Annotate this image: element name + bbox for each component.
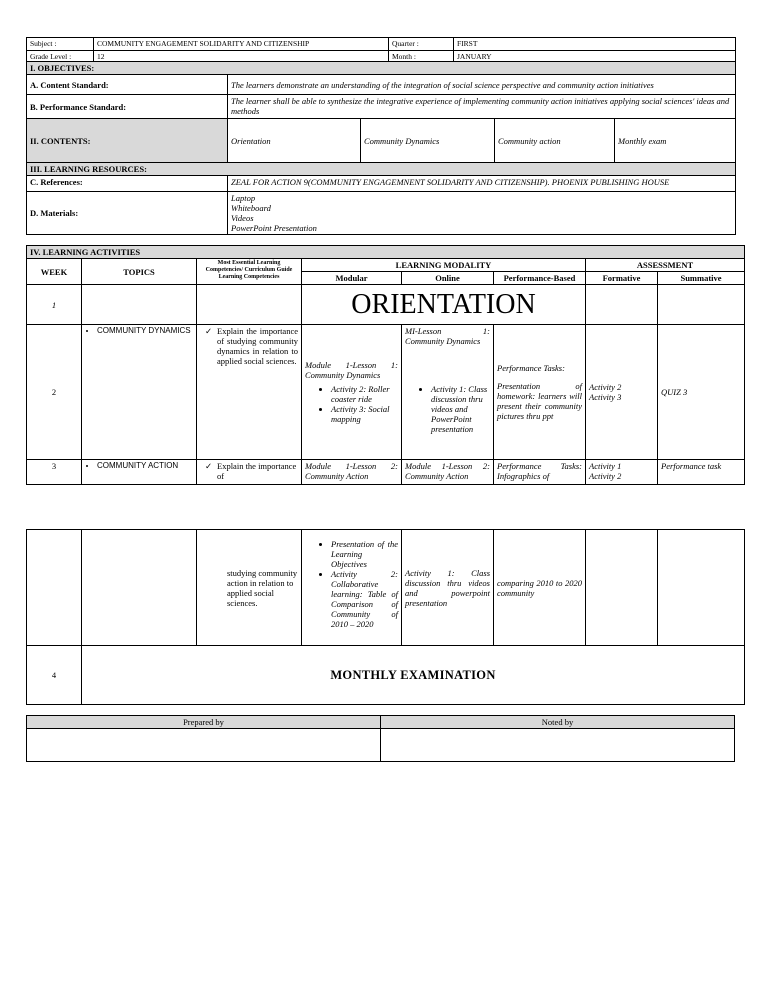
checkmark-icon: ✓ bbox=[205, 326, 213, 336]
col-formative: Formative bbox=[586, 272, 658, 285]
week-cell: 1 bbox=[27, 285, 82, 325]
formative-item: Activity 2 bbox=[589, 382, 622, 392]
empty-cell bbox=[82, 530, 197, 646]
performance-cell: comparing 2010 to 2020 community bbox=[494, 530, 586, 646]
lesson-plan-header-table bbox=[26, 37, 736, 64]
grade-value: 12 bbox=[94, 51, 389, 64]
quarter-label: Quarter : bbox=[389, 38, 454, 51]
modular-cell bbox=[302, 530, 402, 646]
modular-cell bbox=[302, 325, 402, 460]
noted-by-label: Noted by bbox=[381, 716, 735, 729]
formative-cell bbox=[586, 460, 658, 485]
empty-cell bbox=[658, 530, 745, 646]
table-row bbox=[27, 285, 745, 325]
formative-cell bbox=[586, 325, 658, 460]
empty-cell bbox=[658, 285, 745, 325]
performance-standard-label: B. Performance Standard: bbox=[27, 95, 228, 119]
performance-standard-value: The learner shall be able to synthesize the integrative experience of implementing community action initiatives applying social sciences' ideas and methods bbox=[228, 95, 736, 119]
week-cell: 2 bbox=[27, 325, 82, 460]
col-modular: Modular bbox=[302, 272, 402, 285]
modular-activity: • Activity 2: Collaborative learning: Table of Comparison of Community of 2010 – 2020 bbox=[331, 569, 398, 629]
week-cell: 3 bbox=[27, 460, 82, 485]
orientation-banner: ORIENTATION bbox=[302, 285, 586, 325]
online-title: MI-Lesson 1: Community Dynamics bbox=[405, 326, 490, 346]
col-summative: Summative bbox=[658, 272, 745, 285]
online-activity: • Activity 1: Class discussion thru videos and PowerPoint presentation bbox=[431, 384, 490, 434]
melc-cell bbox=[197, 325, 302, 460]
checkmark-icon: ✓ bbox=[205, 461, 213, 471]
content-standard-label: A. Content Standard: bbox=[27, 75, 228, 95]
subject-value: COMMUNITY ENGAGEMENT SOLIDARITY AND CITIZENSHIP bbox=[94, 38, 389, 51]
empty-cell bbox=[586, 530, 658, 646]
empty-cell bbox=[197, 285, 302, 325]
online-cell bbox=[402, 325, 494, 460]
table-row bbox=[27, 530, 745, 646]
table-row bbox=[27, 460, 745, 485]
signature-table bbox=[26, 715, 735, 762]
material-item: Videos bbox=[231, 213, 254, 223]
modular-activity: • Presentation of the Learning Objectives bbox=[331, 539, 398, 569]
col-performance-based: Performance-Based bbox=[494, 272, 586, 285]
objectives-table bbox=[26, 61, 736, 235]
col-assessment: ASSESSMENT bbox=[586, 259, 745, 272]
performance-title: Performance Tasks: bbox=[497, 363, 565, 373]
prepared-by-signature bbox=[27, 729, 381, 762]
empty-cell bbox=[27, 530, 82, 646]
contents-item-community-action: Community action bbox=[495, 119, 615, 163]
material-item: Whiteboard bbox=[231, 203, 271, 213]
online-cell: Module 1-Lesson 2: Community Action bbox=[402, 460, 494, 485]
modular-cell: Module 1-Lesson 2: Community Action bbox=[302, 460, 402, 485]
col-online: Online bbox=[402, 272, 494, 285]
melc-cell: studying community action in relation to applied social sciences. bbox=[197, 530, 302, 646]
prepared-by-label: Prepared by bbox=[27, 716, 381, 729]
contents-item-community-dynamics: Community Dynamics bbox=[361, 119, 495, 163]
topic-cell bbox=[82, 325, 197, 460]
week-cell: 4 bbox=[27, 646, 82, 705]
empty-cell bbox=[82, 285, 197, 325]
modular-activity: • Activity 3: Social mapping bbox=[331, 404, 398, 424]
content-standard-value: The learners demonstrate an understanding of the integration of social science perspective and community action initiatives bbox=[228, 75, 736, 95]
learning-activities-table bbox=[26, 245, 745, 485]
summative-cell: Performance task bbox=[658, 460, 745, 485]
month-label: Month : bbox=[389, 51, 454, 64]
subject-label: Subject : bbox=[27, 38, 94, 51]
topic-item: • COMMUNITY ACTION bbox=[97, 461, 193, 471]
materials-list bbox=[228, 192, 736, 235]
melc-cell bbox=[197, 460, 302, 485]
performance-text: Presentation of homework: learners will present their community pictures thru ppt bbox=[497, 381, 582, 421]
formative-item: Activity 3 bbox=[589, 392, 622, 402]
contents-item-orientation: Orientation bbox=[228, 119, 361, 163]
contents-item-monthly-exam: Monthly exam bbox=[615, 119, 736, 163]
continuation-table bbox=[26, 529, 745, 705]
col-topics: TOPICS bbox=[82, 259, 197, 285]
empty-cell bbox=[586, 285, 658, 325]
quarter-value: FIRST bbox=[454, 38, 736, 51]
learning-activities-heading: IV. LEARNING ACTIVITIES bbox=[27, 246, 745, 259]
modular-title: Module 1-Lesson 1: Community Dynamics bbox=[305, 360, 398, 380]
online-cell: Activity 1: Class discussion thru videos and powerpoint presentation bbox=[402, 530, 494, 646]
month-value: JANUARY bbox=[454, 51, 736, 64]
performance-cell: Performance Tasks: Infographics of bbox=[494, 460, 586, 485]
col-melc: Most Essential Learning Competencies/ Curriculum Guide Learning Competencies bbox=[197, 259, 302, 285]
col-week: WEEK bbox=[27, 259, 82, 285]
monthly-exam-banner: MONTHLY EXAMINATION bbox=[82, 646, 745, 705]
material-item: PowerPoint Presentation bbox=[231, 223, 317, 233]
col-learning-modality: LEARNING MODALITY bbox=[302, 259, 586, 272]
grade-label: Grade Level : bbox=[27, 51, 94, 64]
references-label: C. References: bbox=[27, 176, 228, 192]
formative-item: Activity 1 bbox=[589, 461, 622, 471]
performance-cell bbox=[494, 325, 586, 460]
references-value: ZEAL FOR ACTION 9(COMMUNITY ENGAGEMNENT SOLIDARITY AND CITIZENSHIP). PHOENIX PUBLISHING HOUSE bbox=[228, 176, 736, 192]
resources-heading: III. LEARNING RESOURCES: bbox=[27, 163, 736, 176]
table-row bbox=[27, 325, 745, 460]
topic-cell bbox=[82, 460, 197, 485]
melc-text: Explain the importance of studying community dynamics in relation to applied social sciences. bbox=[217, 326, 298, 366]
noted-by-signature bbox=[381, 729, 735, 762]
materials-label: D. Materials: bbox=[27, 192, 228, 235]
contents-label: II. CONTENTS: bbox=[27, 119, 228, 163]
objectives-heading: I. OBJECTIVES: bbox=[27, 62, 736, 75]
material-item: Laptop bbox=[231, 193, 256, 203]
formative-item: Activity 2 bbox=[589, 471, 622, 481]
modular-activity: • Activity 2: Roller coaster ride bbox=[331, 384, 398, 404]
table-row bbox=[27, 646, 745, 705]
summative-cell: QUIZ 3 bbox=[658, 325, 745, 460]
topic-item: • COMMUNITY DYNAMICS bbox=[97, 326, 193, 336]
melc-text: Explain the importance of bbox=[217, 461, 297, 481]
